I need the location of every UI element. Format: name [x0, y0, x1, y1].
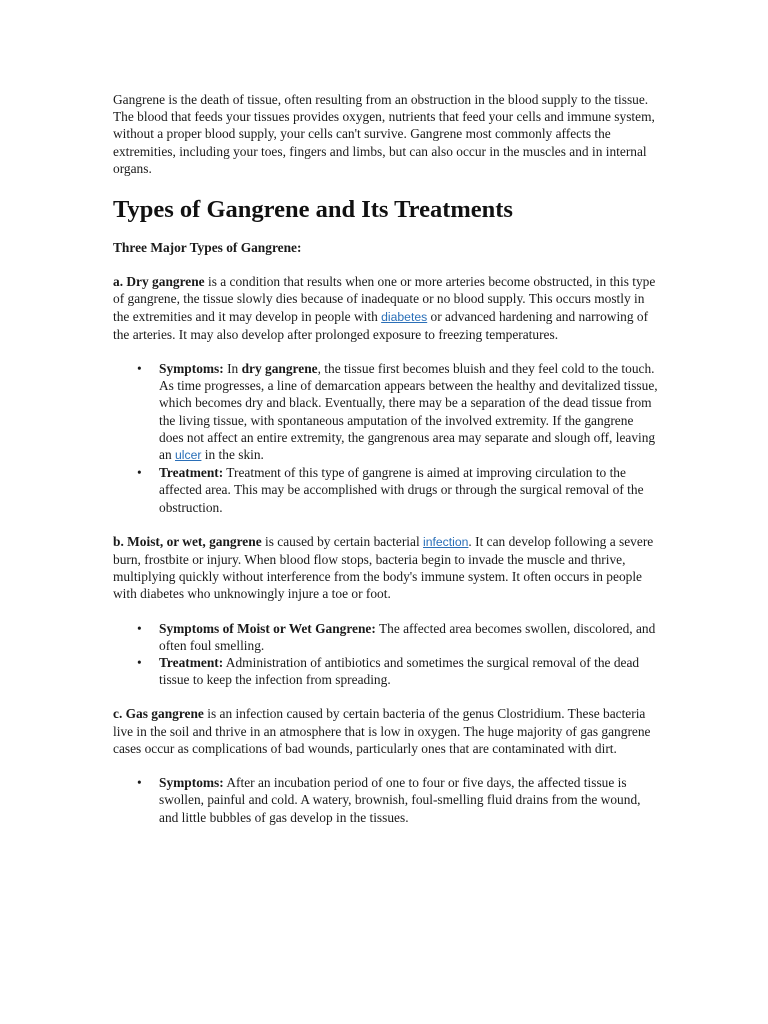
bullet-icon: • — [137, 620, 142, 636]
bullet-icon: • — [137, 655, 142, 671]
list-item: • Treatment: Treatment of this type of gangrene is aimed at improving circulation to the affected area. This may be accomplished with drugs or through the surgical removal of the obstruction. — [137, 465, 644, 515]
subheading: Three Major Types of Gangrene: — [113, 240, 302, 256]
list-item: • Symptoms: After an incubation period of one to four or five days, the affected tissue is swollen, painful and cold. A watery, brownish, foul-smelling fluid drains from the wound, and little bubbles of gas develop in the tissues. — [137, 775, 641, 825]
wet-gangrene-paragraph: b. Moist, or wet, gangrene is caused by certain bacterial infection. It can develop following a severe burn, frostbite or injury. When blood flow stops, bacteria begin to invade the muscle and thrive, multiplying quickly without interference from the body's immune system. It often occurs in people with diabetes who unknowingly injure a toe or foot. — [113, 533, 654, 602]
list-item: • Treatment: Administration of antibiotics and sometimes the surgical removal of the dead tissue to keep the infection from spreading. — [137, 655, 640, 688]
document-body — [113, 91, 658, 843]
list-item: • Symptoms of Moist or Wet Gangrene: The affected area becomes swollen, discolored, and often foul smelling. — [137, 620, 656, 653]
bullet-icon: • — [137, 465, 142, 481]
dry-gangrene-list — [113, 360, 658, 516]
page-title: Types of Gangrene and Its Treatments — [113, 196, 513, 224]
wet-gangrene-list — [113, 620, 658, 689]
gas-gangrene-lead: c. Gas gangrene — [113, 706, 204, 722]
dry-gangrene-paragraph: a. Dry gangrene is a condition that results when one or more arteries become obstructed, in this type of gangrene, the tissue slowly dies because of inadequate or no blood supply. This occurs mostly in the extremities and it may develop in people with diabetes or advanced hardening and narrowing of the arteries. It may also develop after prolonged exposure to freezing temperatures. — [113, 274, 656, 342]
list-item: • Symptoms: In dry gangrene, the tissue first becomes bluish and they feel cold to the touch. As time progresses, a line of demarcation appears between the healthy and devitalized tissue, which becomes dry and black. Eventually, there may be a separation of the dead tissue from the living tissue, with spontaneous amputation of the involved extremity. If the gangrene does not affect an entire extremity, the gangrenous area may separate and slough off, leaving an ulcer in the skin. — [137, 361, 658, 463]
gas-gangrene-paragraph: c. Gas gangrene is an infection caused by certain bacteria of the genus Clostridium. These bacteria live in the soil and thrive in an atmosphere that is low in oxygen. The huge majority of gas gangrene cases occur as complications of bad wounds, particularly ones that are contaminated with dirt. — [113, 706, 651, 756]
wet-gangrene-lead: b. Moist, or wet, gangrene — [113, 533, 262, 549]
gas-gangrene-list — [113, 774, 658, 826]
bullet-icon: • — [137, 775, 142, 791]
infection-link[interactable]: infection — [423, 534, 469, 549]
intro-paragraph: Gangrene is the death of tissue, often resulting from an obstruction in the blood supply to the tissue. The blood that feeds your tissues provides oxygen, nutrients that feed your cells and immune system, without a proper blood supply, your cells can't survive. Gangrene most commonly affects the extremities, including your toes, fingers and limbs, but can also occur in the muscles and in internal organs. — [113, 92, 655, 176]
diabetes-link[interactable]: diabetes — [381, 309, 428, 324]
dry-gangrene-lead: a. Dry gangrene — [113, 274, 205, 290]
ulcer-link[interactable]: ulcer — [175, 448, 202, 463]
bullet-icon: • — [137, 361, 142, 377]
